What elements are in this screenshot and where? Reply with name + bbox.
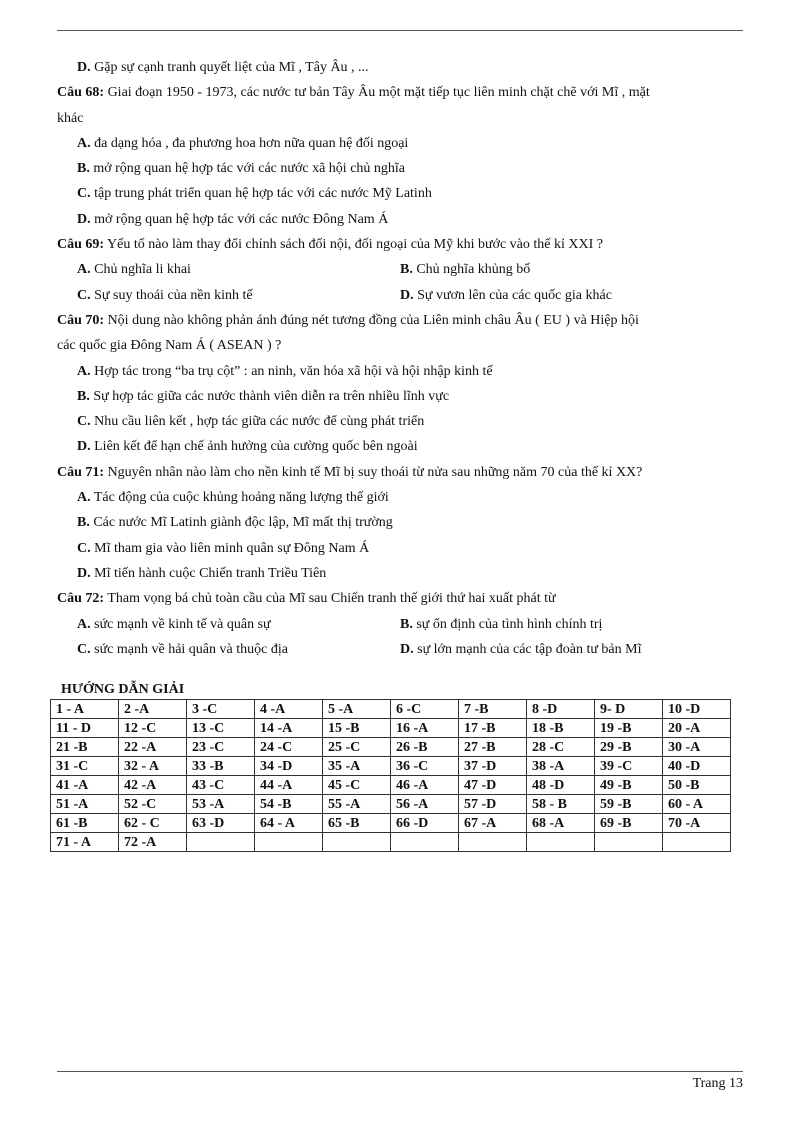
question-list [57, 80, 747, 662]
question-stem [57, 232, 747, 257]
answer-cell: 54 -B [255, 795, 323, 814]
answer-cell: 8 -D [527, 700, 595, 719]
option-row [57, 283, 747, 308]
answer-option [57, 131, 747, 156]
answer-cell: 14 -A [255, 719, 323, 738]
question-text: Yếu tố nào làm thay đổi chính sách đối nội, đối ngoại của Mỹ khi bước vào thế kỉ XXI ? [107, 237, 603, 253]
answer-cell: 25 -C [323, 738, 391, 757]
option-letter: D. [77, 565, 91, 581]
question-number: Câu 71: [57, 464, 105, 480]
questions-section [57, 55, 747, 662]
answer-row [51, 700, 731, 719]
page-number: Trang 13 [692, 1076, 743, 1091]
answer-cell [595, 833, 663, 852]
answer-cell: 41 -A [51, 776, 119, 795]
answer-cell: 40 -D [663, 757, 731, 776]
answer-cell: 39 -C [595, 757, 663, 776]
answer-cell: 64 - A [255, 814, 323, 833]
answer-cell: 46 -A [391, 776, 459, 795]
option-letter: C. [77, 287, 91, 303]
answer-cell: 59 -B [595, 795, 663, 814]
answer-cell: 3 -C [187, 700, 255, 719]
answer-cell: 48 -D [527, 776, 595, 795]
answer-cell: 22 -A [119, 738, 187, 757]
option-text: Chủ nghĩa khủng bố [416, 262, 531, 278]
answer-cell: 30 -A [663, 738, 731, 757]
answer-option [400, 637, 723, 662]
option-row [57, 257, 747, 282]
header-rule [57, 30, 743, 31]
option-row [57, 637, 747, 662]
answer-cell: 72 -A [119, 833, 187, 852]
answer-option [77, 283, 400, 308]
answer-cell: 44 -A [255, 776, 323, 795]
answer-cell: 15 -B [323, 719, 391, 738]
option-letter: A. [77, 135, 91, 151]
option-letter: D. [77, 439, 91, 455]
option-text: tập trung phát triển quan hệ hợp tác với các nước Mỹ Latinh [94, 186, 432, 202]
option-text: Tác động của cuộc khủng hoảng năng lượng thế giới [93, 490, 389, 506]
option-text: Mĩ tiến hành cuộc Chiến tranh Triều Tiên [94, 565, 327, 581]
answer-cell: 52 -C [119, 795, 187, 814]
option-text: Chủ nghĩa li khai [94, 262, 191, 278]
answer-cell: 4 -A [255, 700, 323, 719]
footer-rule [57, 1071, 743, 1072]
answer-cell: 36 -C [391, 757, 459, 776]
answer-cell: 70 -A [663, 814, 731, 833]
answer-cell: 49 -B [595, 776, 663, 795]
option-letter: C. [77, 414, 91, 430]
answer-cell: 16 -A [391, 719, 459, 738]
option-letter: C. [77, 186, 91, 202]
answer-cell [663, 833, 731, 852]
option-letter: B. [77, 161, 90, 177]
answer-table [50, 699, 731, 852]
answer-cell [187, 833, 255, 852]
answer-cell: 12 -C [119, 719, 187, 738]
option-letter: C. [77, 641, 91, 657]
answer-option [57, 207, 747, 232]
option-text: Sự suy thoái của nền kinh tế [94, 287, 253, 303]
question-text: Tham vọng bá chủ toàn cầu của Mĩ sau Chiến tranh thế giới thứ hai xuất phát từ [107, 591, 556, 607]
option-letter: D. [77, 211, 91, 227]
answer-cell [391, 833, 459, 852]
question-text: các quốc gia Đông Nam Á ( ASEAN ) ? [57, 338, 282, 354]
question-stem [57, 80, 747, 105]
answer-option [400, 612, 723, 637]
answer-cell: 5 -A [323, 700, 391, 719]
answer-cell: 10 -D [663, 700, 731, 719]
option-row [57, 612, 747, 637]
option-letter: A. [77, 262, 91, 278]
answer-option [57, 409, 747, 434]
answer-key-heading: HƯỚNG DẪN GIẢI [61, 682, 185, 697]
question-stem [57, 106, 747, 131]
answer-option [400, 257, 723, 282]
answer-cell: 66 -D [391, 814, 459, 833]
option-letter: A. [77, 363, 91, 379]
answer-cell: 65 -B [323, 814, 391, 833]
answer-cell: 68 -A [527, 814, 595, 833]
answer-cell: 56 -A [391, 795, 459, 814]
option-text: Hợp tác trong “ba trụ cột” : an ninh, văn hóa xã hội và hội nhập kinh tế [94, 363, 493, 379]
answer-option [57, 384, 747, 409]
answer-cell: 58 - B [527, 795, 595, 814]
answer-cell: 29 -B [595, 738, 663, 757]
answer-row [51, 833, 731, 852]
answer-option [57, 359, 747, 384]
answer-cell: 60 - A [663, 795, 731, 814]
answer-cell: 13 -C [187, 719, 255, 738]
answer-cell [459, 833, 527, 852]
answer-row [51, 795, 731, 814]
answer-option [77, 257, 400, 282]
answer-cell [323, 833, 391, 852]
answer-cell: 55 -A [323, 795, 391, 814]
option-text: Nhu cầu liên kết , hợp tác giữa các nước để cùng phát triển [94, 414, 425, 430]
answer-row [51, 757, 731, 776]
answer-cell: 28 -C [527, 738, 595, 757]
option-letter: B. [400, 262, 413, 278]
question-stem [57, 460, 747, 485]
answer-row [51, 738, 731, 757]
answer-cell: 27 -B [459, 738, 527, 757]
answer-cell: 26 -B [391, 738, 459, 757]
question-stem [57, 333, 747, 358]
answer-cell: 9- D [595, 700, 663, 719]
answer-cell: 38 -A [527, 757, 595, 776]
question-stem [57, 586, 747, 611]
question-number: Câu 70: [57, 312, 105, 328]
answer-cell: 37 -D [459, 757, 527, 776]
answer-cell: 32 - A [119, 757, 187, 776]
answer-cell: 31 -C [51, 757, 119, 776]
option-text: Mĩ tham gia vào liên minh quân sự Đông Nam Á [94, 540, 370, 556]
answer-cell: 47 -D [459, 776, 527, 795]
answer-cell: 43 -C [187, 776, 255, 795]
answer-cell: 45 -C [323, 776, 391, 795]
option-text: Sự hợp tác giữa các nước thành viên diễn ra trên nhiều lĩnh vực [93, 388, 450, 404]
answer-option [77, 612, 400, 637]
answer-option [57, 156, 747, 181]
answer-cell: 69 -B [595, 814, 663, 833]
option-letter: A. [77, 490, 91, 506]
answer-option [57, 510, 747, 535]
answer-cell [527, 833, 595, 852]
answer-cell: 21 -B [51, 738, 119, 757]
option-letter: D. [400, 641, 414, 657]
answer-option [57, 536, 747, 561]
option-text: Sự vươn lên của các quốc gia khác [417, 287, 612, 303]
answer-cell: 50 -B [663, 776, 731, 795]
option-text: Gặp sự cạnh tranh quyết liệt của Mĩ , Tây Âu , ... [94, 60, 369, 75]
option-text: Liên kết để hạn chế ảnh hưởng của cường quốc bên ngoài [94, 439, 418, 455]
option-text: mở rộng quan hệ hợp tác với các nước xã hội chủ nghĩa [93, 161, 406, 177]
answer-cell: 1 - A [51, 700, 119, 719]
answer-cell: 18 -B [527, 719, 595, 738]
answer-option [57, 181, 747, 206]
answer-cell: 2 -A [119, 700, 187, 719]
answer-cell: 57 -D [459, 795, 527, 814]
option-text: sự ổn định của tình hình chính trị [416, 616, 603, 632]
answer-option [400, 283, 723, 308]
option-text: sức mạnh về kinh tế và quân sự [94, 616, 271, 632]
answer-cell: 17 -B [459, 719, 527, 738]
option-letter: C. [77, 540, 91, 556]
answer-option [57, 485, 747, 510]
answer-cell: 35 -A [323, 757, 391, 776]
answer-cell: 53 -A [187, 795, 255, 814]
answer-option [77, 637, 400, 662]
option-letter: B. [77, 515, 90, 531]
option-letter: A. [77, 616, 91, 632]
answer-cell: 42 -A [119, 776, 187, 795]
answer-cell: 61 -B [51, 814, 119, 833]
answer-cell: 6 -C [391, 700, 459, 719]
answer-key [50, 681, 731, 852]
answer-cell: 63 -D [187, 814, 255, 833]
answer-row [51, 814, 731, 833]
option-letter: B. [77, 388, 90, 404]
option-text: mở rộng quan hệ hợp tác với các nước Đông Nam Á [94, 211, 389, 227]
option-text: Các nước Mĩ Latinh giành độc lập, Mĩ mất thị trường [93, 515, 393, 531]
answer-row [51, 776, 731, 795]
question-text: Nguyên nhân nào làm cho nền kinh tế Mĩ bị suy thoái từ nửa sau những năm 70 của thế kỉ XX? [107, 464, 643, 480]
question-number: Câu 69: [57, 237, 105, 253]
answer-cell: 34 -D [255, 757, 323, 776]
option-text: sức mạnh về hải quân và thuộc địa [94, 641, 288, 657]
answer-cell: 20 -A [663, 719, 731, 738]
answer-cell: 51 -A [51, 795, 119, 814]
answer-cell: 19 -B [595, 719, 663, 738]
option-text: đa dạng hóa , đa phương hoa hơn nữa quan hệ đối ngoại [94, 135, 409, 151]
answer-cell: 23 -C [187, 738, 255, 757]
continued-option [57, 55, 747, 80]
answer-cell: 62 - C [119, 814, 187, 833]
answer-cell [255, 833, 323, 852]
option-text: sự lớn mạnh của các tập đoàn tư bản Mĩ [417, 641, 642, 657]
question-text: khác [57, 110, 84, 126]
answer-cell: 71 - A [51, 833, 119, 852]
question-text: Nội dung nào không phản ánh đúng nét tương đồng của Liên minh châu Âu ( EU ) và Hiệp hội [107, 312, 639, 328]
answer-cell: 7 -B [459, 700, 527, 719]
answer-row [51, 719, 731, 738]
option-letter: B. [400, 616, 413, 632]
question-number: Câu 68: [57, 85, 105, 101]
answer-cell: 33 -B [187, 757, 255, 776]
answer-option [57, 434, 747, 459]
question-text: Giai đoạn 1950 - 1973, các nước tư bản Tây Âu một mặt tiếp tục liên minh chặt chẽ với Mĩ , mặt [107, 85, 650, 101]
question-number: Câu 72: [57, 591, 105, 607]
option-letter: D. [400, 287, 414, 303]
answer-option [57, 561, 747, 586]
answer-cell: 11 - D [51, 719, 119, 738]
answer-cell: 67 -A [459, 814, 527, 833]
question-stem [57, 308, 747, 333]
answer-cell: 24 -C [255, 738, 323, 757]
option-letter: D. [77, 60, 91, 75]
